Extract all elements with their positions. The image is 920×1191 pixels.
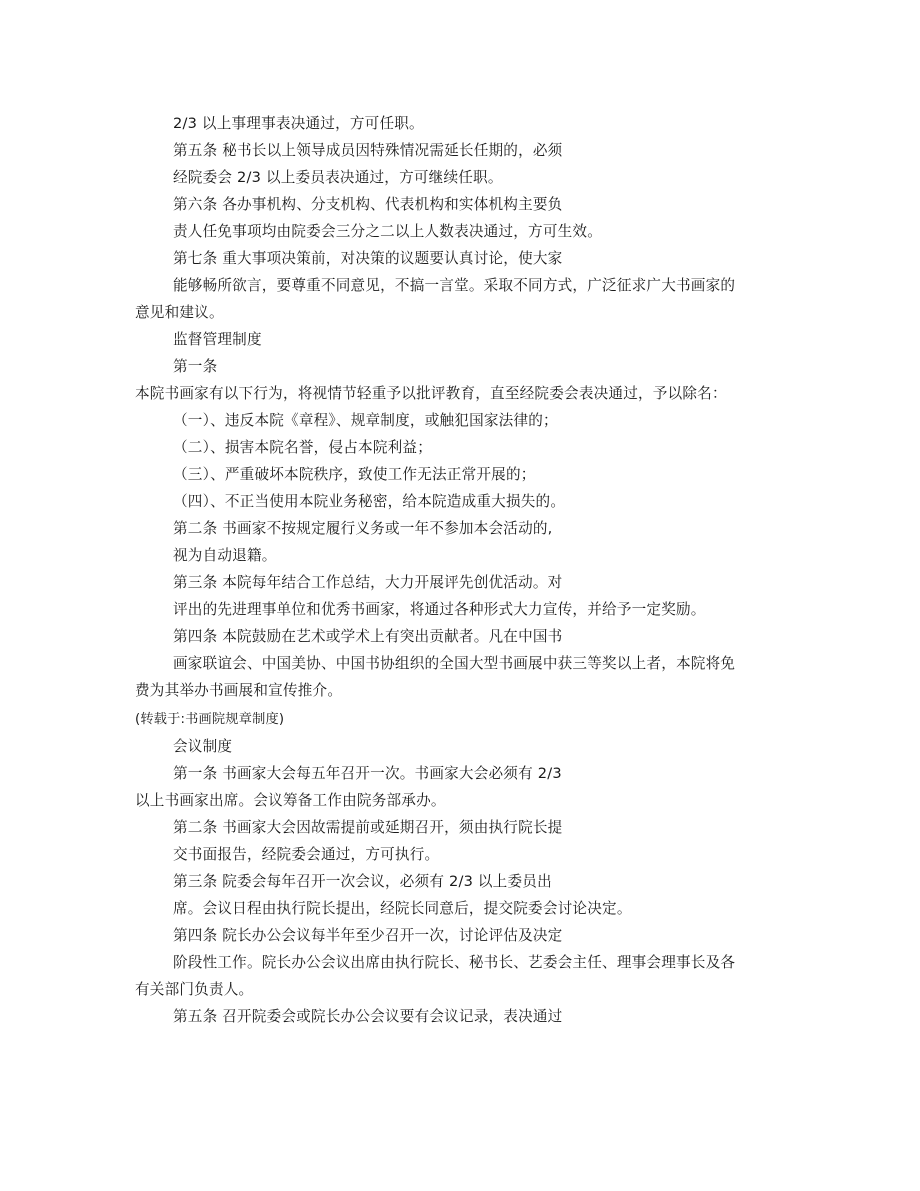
text-line: 第三条 本院每年结合工作总结，大力开展评先创优活动。对	[173, 574, 563, 591]
list-item: （四）、不正当使用本院业务秘密，给本院造成重大损失的。	[173, 493, 566, 510]
text-line: 第七条 重大事项决策前，对决策的议题要认真讨论，使大家	[173, 250, 563, 267]
text-line: 有关部门负责人。	[135, 981, 254, 998]
text-line: 能够畅所欲言，要尊重不同意见，不搞一言堂。采取不同方式，广泛征求广大书画家的	[173, 277, 736, 294]
text-line: 责人任免事项均由院委会三分之二以上人数表决通过，方可生效。	[173, 223, 603, 240]
text-line: 第五条 秘书长以上领导成员因特殊情况需延长任期的，必须	[173, 142, 563, 159]
text-line: 第六条 各办事机构、分支机构、代表机构和实体机构主要负	[173, 196, 563, 213]
text-line: 第四条 本院鼓励在艺术或学术上有突出贡献者。凡在中国书	[173, 628, 563, 645]
text-line: 评出的先进理事单位和优秀书画家，将通过各种形式大力宣传，并给予一定奖励。	[173, 601, 706, 618]
text-line: 画家联谊会、中国美协、中国书协组织的全国大型书画展中获三等奖以上者，本院将免	[173, 655, 736, 672]
text-line: 视为自动退籍。	[173, 547, 277, 564]
text-line: 第五条 召开院委会或院长办公会议要有会议记录，表决通过	[173, 1008, 563, 1025]
text-line: 阶段性工作。院长办公会议出席由执行院长、秘书长、艺委会主任、理事会理事长及各	[173, 954, 736, 971]
source-note: (转载于:书画院规章制度)	[135, 712, 285, 727]
text-line: 以上书画家出席。会议筹备工作由院务部承办。	[135, 792, 446, 809]
text-line: 意见和建议。	[135, 304, 224, 321]
section-heading: 会议制度	[173, 738, 233, 755]
text-line: 经院委会 2/3 以上委员表决通过，方可继续任职。	[173, 169, 503, 186]
text-line: 交书面报告，经院委会通过，方可执行。	[173, 846, 440, 863]
text-line: 第四条 院长办公会议每半年至少召开一次，讨论评估及决定	[173, 927, 563, 944]
text-line: 第三条 院委会每年召开一次会议，必须有 2/3 以上委员出	[173, 873, 552, 890]
text-line: 席。会议日程由执行院长提出，经院长同意后，提交院委会讨论决定。	[173, 900, 632, 917]
list-item: （一）、违反本院《章程》、规章制度，或触犯国家法律的；	[173, 412, 558, 429]
text-line: 2/3 以上事理事表决通过，方可任职。	[173, 115, 424, 132]
text-line: 本院书画家有以下行为，将视情节轻重予以批评教育，直至经院委会表决通过，予以除名：	[135, 385, 727, 402]
text-line: 第二条 书画家大会因故需提前或延期召开，须由执行院长提	[173, 819, 563, 836]
list-item: （二）、损害本院名誉，侵占本院利益；	[173, 439, 432, 456]
section-heading: 监督管理制度	[173, 331, 262, 348]
list-item: （三）、严重破坏本院秩序，致使工作无法正常开展的；	[173, 466, 536, 483]
text-line: 第一条 书画家大会每五年召开一次。书画家大会必须有 2/3	[173, 765, 562, 782]
text-line: 第二条 书画家不按规定履行义务或一年不参加本会活动的,	[173, 520, 553, 537]
text-line: 第一条	[173, 358, 218, 375]
text-line: 费为其举办书画展和宣传推介。	[135, 682, 343, 699]
